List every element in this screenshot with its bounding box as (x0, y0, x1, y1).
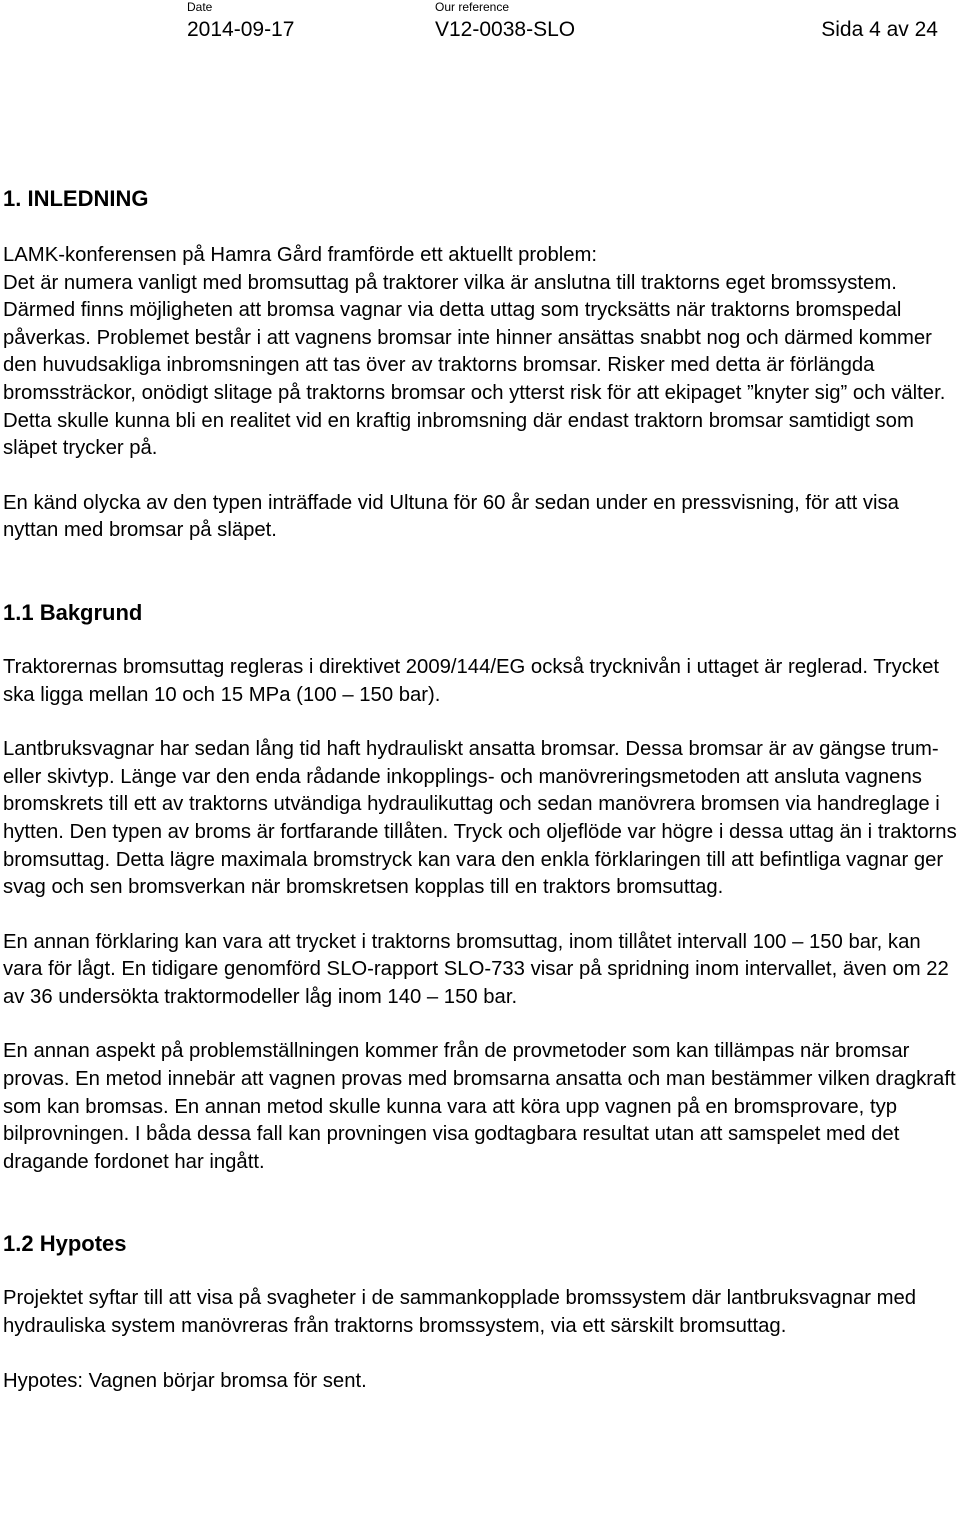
section-1-1-paragraph-3: En annan förklaring kan vara att trycket i traktorns bromsuttag, inom tillåtet intervall 100 – 150 bar, kan vara för lågt. En tidigare genomförd SLO-rapport SLO-733 visar på spridning inom intervallet, även om 22 av 36 undersökta traktormodeller låg inom 140 – 150 bar. (3, 930, 949, 1008)
section-1-2-paragraph-2: Hypotes: Vagnen börjar bromsa för sent. (3, 1369, 367, 1392)
page-number: Sida 4 av 24 (821, 18, 938, 41)
reference-label: Our reference (435, 0, 510, 14)
date-label: Date (187, 0, 213, 14)
date-value: 2014-09-17 (187, 18, 295, 41)
section-1-intro-line: LAMK-konferensen på Hamra Gård framförde ett aktuellt problem: (3, 244, 598, 266)
section-1-1-paragraph-1: Traktorernas bromsuttag regleras i direktivet 2009/144/EG också trycknivån i uttaget är reglerad. Trycket ska ligga mellan 10 och 15 MPa (100 – 150 bar). (3, 655, 939, 706)
date-block (187, 0, 294, 43)
section-1-1-heading: 1.1 Bakgrund (3, 599, 143, 625)
section-1-heading: 1. INLEDNING (3, 186, 149, 211)
reference-block (435, 0, 575, 43)
section-1-1-paragraph-4: En annan aspekt på problemställningen kommer från de provmetoder som kan tillämpas när bromsar provas. En metod innebär att vagnen provas med bromsarna ansatta och man bestämmer vilken dragkraft som kan bromsas. En annan metod skulle kunna vara att köra upp vagnen på en bromsprovare, typ bilprovningen. I båda dessa fall kan provningen visa godtagbara resultat utan att samspelet med det dragande fordonet har ingått. (3, 1040, 956, 1173)
page-header (0, 0, 960, 48)
section-1-1-paragraph-2: Lantbruksvagnar har sedan lång tid haft hydrauliskt ansatta bromsar. Dessa bromsar är av gängse trum- eller skivtyp. Länge var den enda rådande inkopplings- och manövreringsmetoden att ansluta vagnens bromskrets till ett av traktorns utvändiga hydraulikuttag och sedan manövrera bromsen via handreglage i hytten. Den typen av broms är fortfarande tillåten. Tryck och oljeflöde var högre i dessa uttag än i traktorns bromsuttag. Detta lägre maximala bromstryck kan vara den enkla förklaringen till att befintliga vagnar ger svag och sen bromsverkan när bromskretsen kopplas till en traktors bromsuttag. (3, 738, 957, 899)
reference-value: V12-0038-SLO (435, 18, 576, 41)
document-body (3, 185, 958, 1395)
section-1-2-heading: 1.2 Hypotes (3, 1231, 127, 1257)
section-1-paragraph-1: Det är numera vanligt med bromsuttag på traktorer vilka är anslutna till traktorns eget bromssystem. Därmed finns möjligheten att bromsa vagnar via detta uttag som trycksätts när traktorns bromspedal påverkas. Problemet består i att vagnens bromsar inte hinner ansättas snabbt nog och därmed kommer den huvudsakliga inbromsningen att tas över av traktorns bromsar. Risker med detta är förlängda bromssträckor, onödigt slitage på traktorns bromsar och ytterst risk för att ekipaget ”knyter sig” och välter. Detta skulle kunna bli en realitet vid en kraftig inbromsning där endast traktorn bromsar samtidigt som släpet trycker på. (3, 271, 946, 460)
section-1-paragraph-2: En känd olycka av den typen inträffade vid Ultuna för 60 år sedan under en pressvisning, för att visa nyttan med bromsar på släpet. (3, 491, 899, 542)
section-1-2-paragraph-1: Projektet syftar till att visa på svagheter i de sammankopplade bromssystem där lantbruksvagnar med hydrauliska system manövreras från traktorns bromssystem, via ett särskilt bromsuttag. (3, 1287, 917, 1338)
